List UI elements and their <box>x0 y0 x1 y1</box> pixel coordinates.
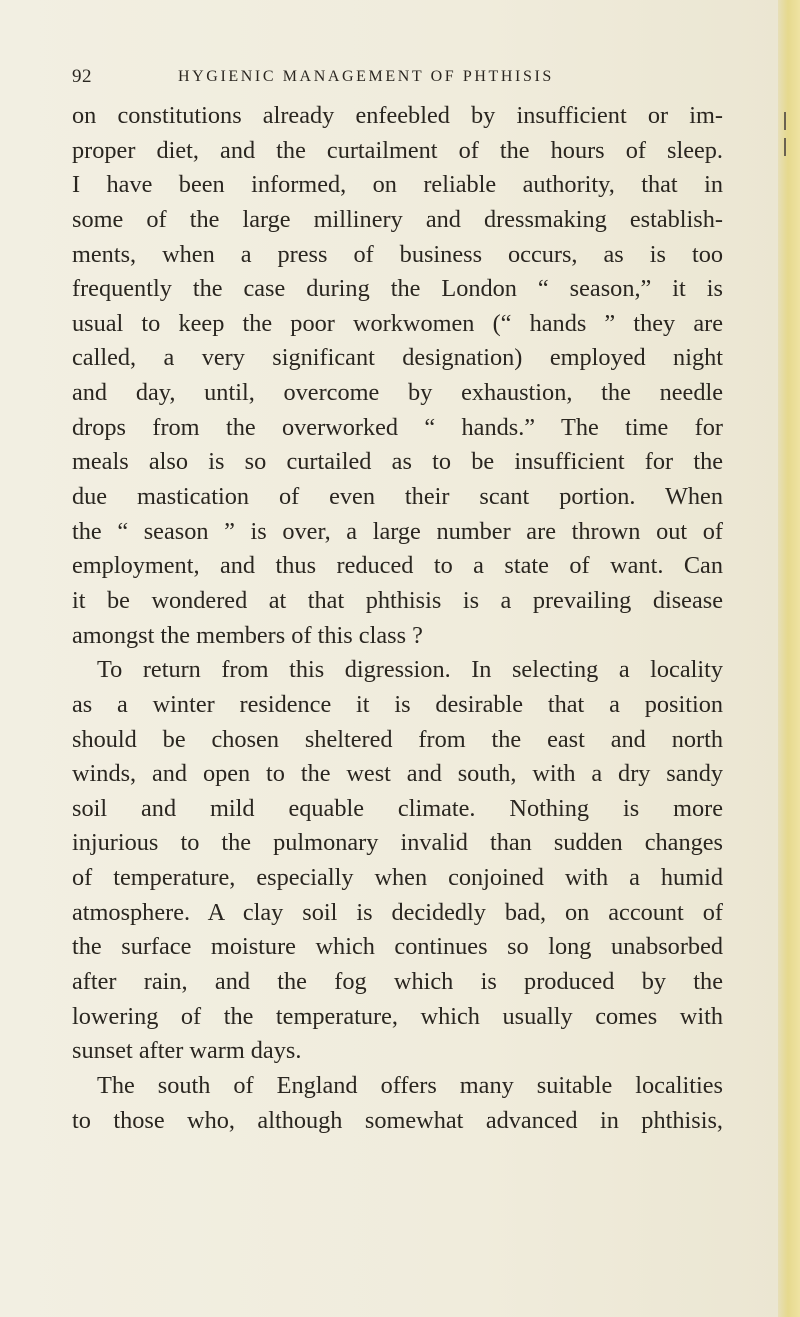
page-edge <box>778 0 800 1317</box>
running-head: HYGIENIC MANAGEMENT OF PHTHISIS <box>178 68 554 85</box>
text-line: the “ season ” is over, a large number are thrown out of <box>72 517 723 545</box>
page-number: 92 <box>72 66 92 87</box>
edge-tick <box>784 138 786 156</box>
text-line: I have been informed, on reliable authority, that in <box>72 171 723 199</box>
text-line: on constitutions already enfeebled by insufficient or im- <box>72 102 723 129</box>
text-line: To return from this digression. In selecting a locality <box>97 656 723 684</box>
text-line: soil and mild equable climate. Nothing is more <box>72 794 723 822</box>
text-line: and day, until, overcome by exhaustion, the needle <box>72 379 723 407</box>
text-line: some of the large millinery and dressmaking establish- <box>72 205 723 233</box>
body-text <box>72 99 723 1138</box>
text-line: atmosphere. A clay soil is decidedly bad, on account of <box>72 898 723 926</box>
text-line: meals also is so curtailed as to be insufficient for the <box>72 448 723 476</box>
text-line: should be chosen sheltered from the east and north <box>72 725 723 753</box>
text-line: lowering of the temperature, which usually comes with <box>72 1002 723 1030</box>
text-line: frequently the case during the London “ season,” it is <box>72 275 723 303</box>
text-line: the surface moisture which continues so long unabsorbed <box>72 933 723 961</box>
text-line: it be wondered at that phthisis is a prevailing disease <box>72 586 723 614</box>
page-header <box>72 66 712 94</box>
text-line: to those who, although somewhat advanced in phthisis, <box>72 1106 723 1134</box>
text-line: due mastication of even their scant portion. When <box>72 483 723 511</box>
text-line: The south of England offers many suitable localities <box>97 1071 723 1099</box>
text-line: injurious to the pulmonary invalid than sudden changes <box>72 829 723 857</box>
text-line: usual to keep the poor workwomen (“ hands ” they are <box>72 309 723 337</box>
text-line: sunset after warm days. <box>72 1037 302 1065</box>
text-line: proper diet, and the curtailment of the hours of sleep. <box>72 136 723 164</box>
text-line: amongst the members of this class ? <box>72 621 423 649</box>
text-line: after rain, and the fog which is produced by the <box>72 968 723 996</box>
text-line: employment, and thus reduced to a state of want. Can <box>72 552 723 580</box>
text-line: winds, and open to the west and south, with a dry sandy <box>72 760 723 788</box>
text-line: ments, when a press of business occurs, as is too <box>72 240 723 268</box>
edge-tick <box>784 112 786 130</box>
text-line: drops from the overworked “ hands.” The time for <box>72 413 723 441</box>
text-line: as a winter residence it is desirable that a position <box>72 690 723 718</box>
text-line: of temperature, especially when conjoined with a humid <box>72 864 723 892</box>
text-line: called, a very significant designation) employed night <box>72 344 723 372</box>
